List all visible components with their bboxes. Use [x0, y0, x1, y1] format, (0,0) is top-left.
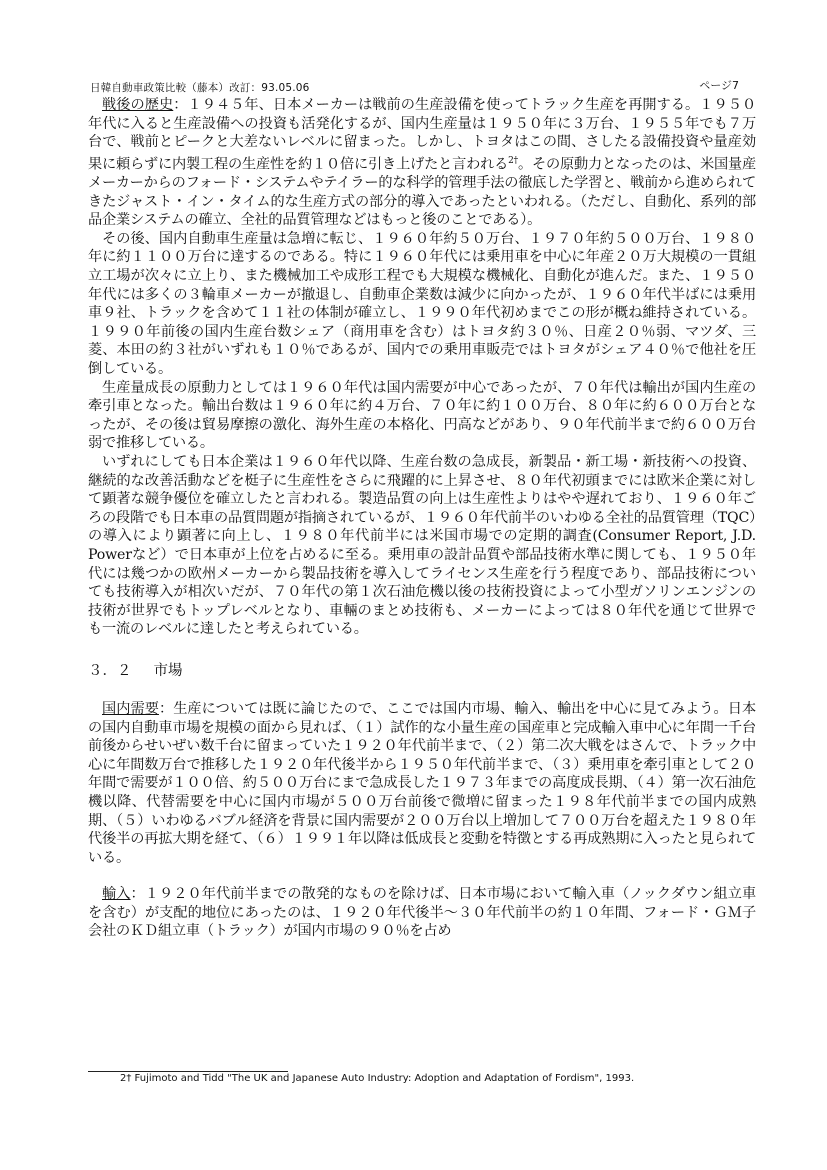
paragraph-text: 。その原動力となったのは、米国量産メーカーからのフォード・システムやテイラー的な科学的管理手法の徹底した学習と、戦前から進められてきたジャスト・イン・タイム的な生産方式の部分的導入であったといわれる。（ただし、自動化、系列的部品企業システムの確立、全社的品質管理などはもっと後のことである）。 — [88, 156, 756, 229]
paragraph-export-driver: 生産量成長の原動力としては１９６０年代は国内需要が中心であったが、７０年代は輸出が国内生産の牽引車となった。輸出台数は１９６０年に約４万台、７０年に約１００万台、８０年に約６００万台となったが、その後は貿易摩擦の激化、海外生産の本格化、円高などがあり、９０年代前半まで約６００万台弱で推移している。 — [88, 379, 756, 452]
running-header: 日韓自動車政策比較（藤本）改訂：93.05.06 — [90, 82, 310, 94]
paragraph-text: ：生産については既に論じたので、ここでは国内市場、輸入、輸出を中心に見てみよう。日本の国内自動車市場を規模の面から見れば、（１）試作的な小量生産の国産車と完成輸入車中心に年間一千台前後からせいぜい数千台に留まっていた１９２０年代前半まで、（２）第二次大戦をはさんで、トラック中心に年間数万台で推移した１９２０年代後半から１９５０年代前半まで、（３）乗用車を牽引車として２０年間で需要が１００倍、約５００万台にまで急成長した１９７３年までの高度成長期、（４）第一次石油危機以降、代替需要を中心に国内市場が５００万台前後で微増に留まった１９８年代前半までの国内成熟期、（５）いわゆるバブル経済を背景に国内需要が２００万台以上増加して７００万台を超えた１９８０年代後半の再拡大期を経て、（６）１９９１年以降は低成長と変動を特徴とする再成熟期に入ったと見られている。 — [88, 700, 756, 866]
paragraph-competitiveness: いずれにしても日本企業は１９６０年代以降、生産台数の急成長，新製品・新工場・新技術への投資、継続的な改善活動などを梃子に生産性をさらに飛躍的に上昇させ、８０年代初頭までには欧米企業に対して顕著な競争優位を確立したと言われる。製造品質の向上は生産性よりはやや遅れており、１９６０年ごろの段階でも日本車の品質問題が指摘されているが、１９６０年代前半のいわゆる全社的品質管理（TQC）の導入により顕著に向上し、１９８０年代前半には米国市場での定期的調査(Consumer Report, J.D. Powerなど）で日本車が上位を占めるに至る。乗用車の設計品質や部品技術水準に関しても、１９５０年代には幾つかの欧州メーカーから製品技術を導入してライセンス生産を行う程度であり、部品技術についても技術導入が相次いだが、７０年代の第１次石油危機以後の技術投資によって小型ガソリンエンジンの技術が世界でもトップレベルとなり、車輛のまとめ技術も、メーカーによっては８０年代を通じて世界でも一流のレベルに達したと考えられている。 — [88, 454, 756, 638]
paragraph-text: ：１９４５年、日本メーカーは戦前の生産設備を使ってトラック生産を再開する。１９５０年代に入ると生産設備への投資も活発化するが、国内生産量は１９５０年に３万台、１９５５年でも７万台で、戦前とピークと大差ないレベルに留まった。しかし、トヨタはこの間、さしたる設備投資や量産効果に頼らずに内製工程の生産性を約１０倍に引き上げたと言われる — [88, 97, 756, 173]
paragraph-production-growth: その後、国内自動車生産量は急増に転じ、１９６０年約５０万台、１９７０年約５００万台、１９８０年に約１１００万台に達するのである。特に１９６０年代には乗用車を中心に年産２０万大規模の一貫組立工場が次々に立上り、また機械加工や成形工程でも大規模な機械化、自動化が進んだ。また、１９５０年代には多くの３輪車メーカーが撤退し、自動車企業数は減少に向かったが、１９６０年代半ばには乗用車９社、トラックを含めて１１社の体制が確立し、１９９０年代初めまでこの形が概ね維持されている。１９９０年前後の国内生産台数シェア（商用車を含む）はトヨタ約３０％、日産２０％弱、マツダ、三菱、本田の約３社がいずれも１０％であるが、国内での乗用車販売ではトヨタがシェア４０％で他社を圧倒している。 — [88, 230, 756, 378]
paragraph-heading: 国内需要 — [102, 700, 159, 717]
footnote: 2† Fujimoto and Tidd "The UK and Japanese Auto Industry: Adoption and Adaptation of Fordism", 1993. — [120, 1073, 635, 1084]
section-title: 市場 — [153, 662, 183, 679]
paragraph-postwar-history — [88, 96, 756, 230]
section-heading — [88, 659, 756, 680]
paragraph-domestic-demand — [88, 700, 756, 867]
section-number: ３．２ — [88, 662, 132, 679]
paragraph-imports — [88, 885, 756, 941]
paragraph-heading: 輸入 — [102, 886, 131, 903]
paragraph-text: ：１９２０年代前半までの散発的なものを除けば、日本市場において輸入車（ノックダウン組立車を含む）が支配的地位にあったのは、１９２０年代後半〜３０年代前半の約１０年間、フォード・ＧＭ子会社のＫＤ組立車（トラック）が国内市場の９０％を占め — [88, 886, 756, 940]
paragraph-heading: 戦後の歴史 — [102, 97, 174, 113]
footnote-rule — [88, 1071, 288, 1072]
footnote-marker: 2† — [508, 155, 518, 166]
page-number: ページ7 — [699, 79, 739, 92]
document-body — [88, 96, 756, 941]
